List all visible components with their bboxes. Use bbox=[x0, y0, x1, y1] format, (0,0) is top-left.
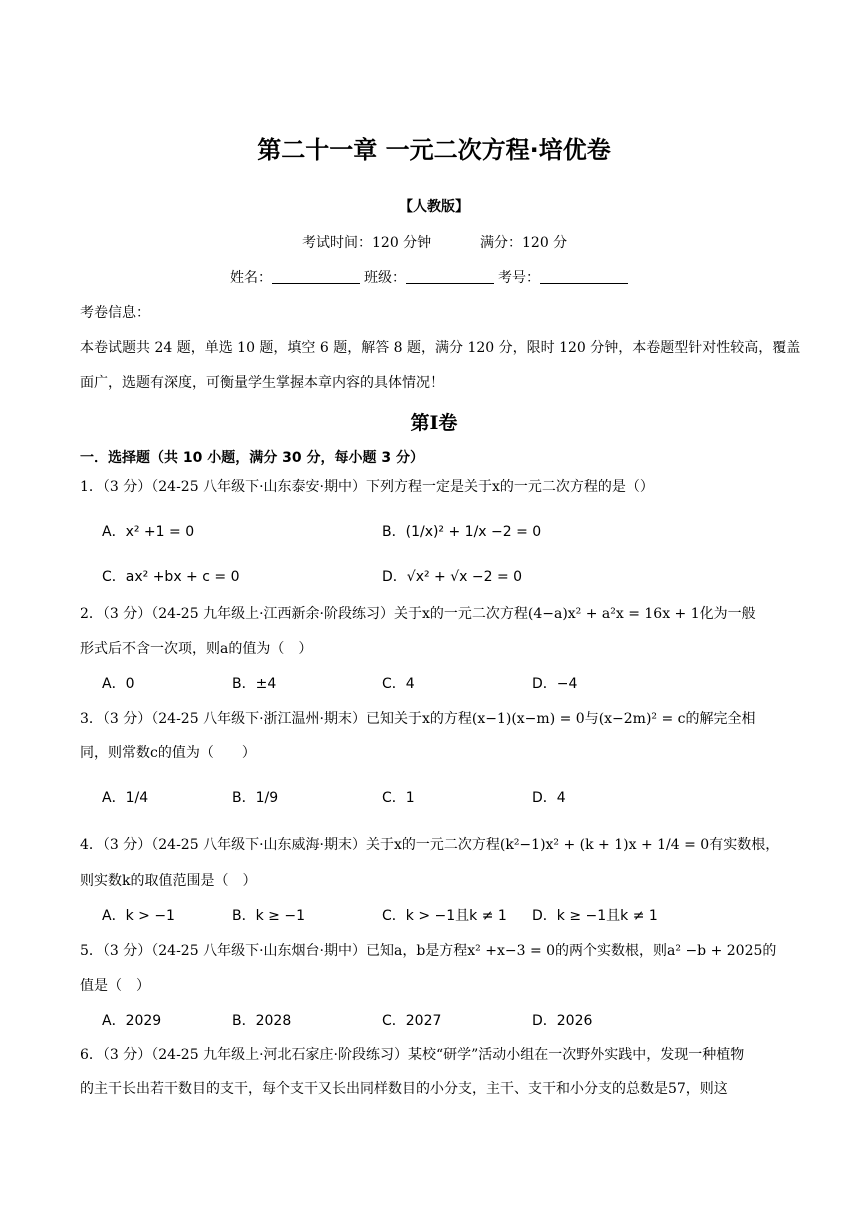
class-field[interactable] bbox=[406, 269, 494, 284]
question-3-stem-cont: 同，则常数c的值为（ ） bbox=[80, 745, 256, 761]
q1-option-d[interactable]: D．√x² + √x −2 = 0 bbox=[382, 569, 523, 585]
info-line-2: 面广，选题有深度，可衡量学生掌握本章内容的具体情况！ bbox=[80, 375, 444, 391]
q4-option-d[interactable]: D．k ≥ −1且k ≠ 1 bbox=[532, 908, 658, 924]
exam-time: 考试时间：120 分钟 bbox=[302, 235, 432, 251]
q4-option-a[interactable]: A．k > −1 bbox=[102, 908, 175, 924]
student-fields bbox=[230, 267, 632, 287]
q3-option-c[interactable]: C．1 bbox=[382, 790, 415, 806]
name-field[interactable] bbox=[272, 269, 360, 284]
page-title: 第二十一章 一元二次方程·培优卷 bbox=[257, 136, 611, 164]
q3-option-d[interactable]: D．4 bbox=[532, 790, 566, 806]
info-line-1: 本卷试题共 24 题，单选 10 题，填空 6 题，解答 8 题，满分 120 分，限时 120 分钟，本卷题型针对性较高，覆盖 bbox=[80, 340, 801, 356]
number-label: 考号： bbox=[498, 270, 540, 286]
question-4-stem-cont: 则实数k的取值范围是（ ） bbox=[80, 873, 257, 889]
name-label: 姓名： bbox=[230, 270, 272, 286]
question-2-stem: 2．（3 分）（24-25 九年级上·江西新余·阶段练习）关于x的一元二次方程(4−a)x² + a²x = 16x + 1化为一般 bbox=[80, 606, 756, 622]
q5-option-d[interactable]: D．2026 bbox=[532, 1013, 593, 1029]
q1-option-c[interactable]: C．ax² +bx + c = 0 bbox=[102, 569, 240, 585]
q4-option-c[interactable]: C．k > −1且k ≠ 1 bbox=[382, 908, 507, 924]
q4-option-b[interactable]: B．k ≥ −1 bbox=[232, 908, 305, 924]
q1-option-a[interactable]: A．x² +1 = 0 bbox=[102, 524, 195, 540]
q5-option-a[interactable]: A．2029 bbox=[102, 1013, 162, 1029]
question-6-stem-cont: 的主干长出若干数目的支干，每个支干又长出同样数目的小分支，主干、支干和小分支的总数是57，则这 bbox=[80, 1081, 728, 1097]
number-field[interactable] bbox=[540, 269, 628, 284]
q5-option-b[interactable]: B．2028 bbox=[232, 1013, 292, 1029]
question-1-stem: 1．（3 分）（24-25 八年级下·山东泰安·期中）下列方程一定是关于x的一元二次方程的是（） bbox=[80, 479, 654, 495]
part1-header: 一．选择题（共 10 小题，满分 30 分，每小题 3 分） bbox=[80, 450, 424, 466]
question-5-stem-cont: 值是（ ） bbox=[80, 978, 150, 994]
class-label: 班级： bbox=[364, 270, 406, 286]
question-6-stem: 6．（3 分）（24-25 九年级上·河北石家庄·阶段练习）某校“研学”活动小组在一次野外实践中，发现一种植物 bbox=[80, 1047, 745, 1063]
question-5-stem: 5．（3 分）（24-25 八年级下·山东烟台·期中）已知a，b是方程x² +x−3 = 0的两个实数根，则a² −b + 2025的 bbox=[80, 943, 777, 959]
full-score: 满分：120 分 bbox=[480, 235, 568, 251]
info-label: 考卷信息： bbox=[80, 305, 150, 321]
question-3-stem: 3．（3 分）（24-25 八年级下·浙江温州·期末）已知关于x的方程(x−1)(x−m) = 0与(x−2m)² = c的解完全相 bbox=[80, 711, 756, 727]
q2-option-a[interactable]: A．0 bbox=[102, 676, 135, 692]
q3-option-a[interactable]: A．1/4 bbox=[102, 790, 149, 806]
q2-option-d[interactable]: D．−4 bbox=[532, 676, 578, 692]
question-4-stem: 4．（3 分）（24-25 八年级下·山东威海·期末）关于x的一元二次方程(k²−1)x² + (k + 1)x + 1/4 = 0有实数根， bbox=[80, 837, 780, 853]
q3-option-b[interactable]: B．1/9 bbox=[232, 790, 279, 806]
edition-label: 【人教版】 bbox=[399, 199, 469, 215]
q5-option-c[interactable]: C．2027 bbox=[382, 1013, 442, 1029]
q2-option-b[interactable]: B．±4 bbox=[232, 676, 277, 692]
q1-option-b[interactable]: B．(1/x)² + 1/x −2 = 0 bbox=[382, 524, 542, 540]
q2-option-c[interactable]: C．4 bbox=[382, 676, 415, 692]
section-title: 第Ⅰ卷 bbox=[410, 412, 458, 434]
question-2-stem-cont: 形式后不含一次项，则a的值为（ ） bbox=[80, 641, 313, 657]
